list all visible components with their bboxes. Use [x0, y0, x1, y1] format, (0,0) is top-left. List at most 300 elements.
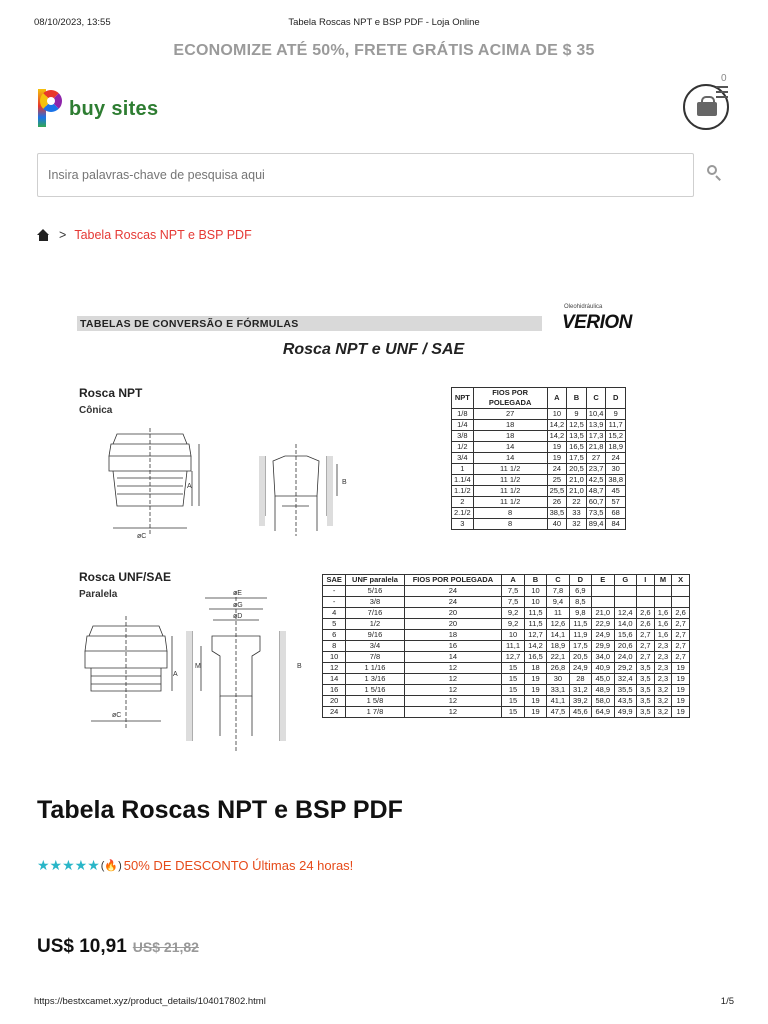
table-cell: 19	[672, 663, 690, 674]
table-cell: 19	[547, 442, 567, 453]
table-cell: 16	[404, 641, 502, 652]
table-header-cell: E	[592, 575, 614, 586]
table-cell: 14	[473, 442, 547, 453]
table-cell: 1 3/16	[346, 674, 404, 685]
table-cell: 3/4	[346, 641, 404, 652]
table-cell: 2,7	[672, 630, 690, 641]
table-cell: 3/8	[452, 431, 474, 442]
table-cell: 33	[567, 508, 587, 519]
table-cell: 11,9	[569, 630, 591, 641]
table-cell: 1,6	[654, 619, 672, 630]
npt-section-title: Rosca NPT	[79, 386, 143, 400]
table-row	[323, 707, 690, 718]
table-cell: 18	[404, 630, 502, 641]
table-cell: 20,5	[569, 652, 591, 663]
table-cell: 22,1	[547, 652, 569, 663]
table-cell: 2,3	[654, 674, 672, 685]
table-cell: 57	[606, 497, 626, 508]
table-cell: 19	[524, 674, 546, 685]
table-cell: 24	[547, 464, 567, 475]
table-cell: 30	[547, 674, 569, 685]
table-cell: 14,1	[547, 630, 569, 641]
image-brand-small: Oleohidráulica	[564, 304, 603, 310]
table-row	[323, 696, 690, 707]
table-cell: 2,3	[654, 641, 672, 652]
table-cell: 28	[569, 674, 591, 685]
table-cell: 11 1/2	[473, 497, 547, 508]
table-cell: 12	[404, 685, 502, 696]
table-row	[323, 597, 690, 608]
label-od: øD	[233, 613, 243, 620]
table-cell: 12,4	[614, 608, 636, 619]
table-cell: 40,9	[592, 663, 614, 674]
table-cell: 68	[606, 508, 626, 519]
table-row	[452, 431, 626, 442]
table-cell: 24,9	[569, 663, 591, 674]
table-cell: 30	[606, 464, 626, 475]
table-cell: 38,8	[606, 475, 626, 486]
print-url: https://bestxcamet.xyz/product_details/104017802.html	[34, 996, 266, 1007]
buy-sites-logo-icon	[38, 89, 62, 127]
table-cell: 1	[452, 464, 474, 475]
table-cell: 22,9	[592, 619, 614, 630]
search-icon[interactable]	[705, 163, 725, 183]
table-cell: 6,9	[569, 586, 591, 597]
table-cell: 5	[323, 619, 346, 630]
image-header-bar: TABELAS DE CONVERSÃO E FÓRMULAS	[77, 316, 542, 331]
table-header-cell: SAE	[323, 575, 346, 586]
table-cell: 10	[524, 597, 546, 608]
site-logo[interactable]	[38, 88, 158, 128]
label-oc-unf: øC	[112, 712, 122, 719]
table-cell: 2	[452, 497, 474, 508]
table-cell	[654, 597, 672, 608]
table-cell: 3,5	[636, 674, 654, 685]
table-cell: 21,0	[592, 608, 614, 619]
image-brand: VERION	[562, 312, 632, 333]
print-header	[0, 0, 768, 38]
table-cell	[592, 597, 614, 608]
table-cell: 42,5	[586, 475, 606, 486]
table-cell: 21,8	[586, 442, 606, 453]
label-b-unf: B	[297, 663, 302, 670]
table-cell: 49,9	[614, 707, 636, 718]
table-cell: 9	[567, 409, 587, 420]
table-cell: 24	[404, 597, 502, 608]
table-cell: 45,0	[592, 674, 614, 685]
table-cell: 2.1/2	[452, 508, 474, 519]
table-cell: 8,5	[569, 597, 591, 608]
table-header-cell: I	[636, 575, 654, 586]
npt-spec-table	[451, 387, 626, 530]
table-cell: 1 1/16	[346, 663, 404, 674]
label-b-npt: B	[342, 479, 347, 486]
table-cell: 16	[323, 685, 346, 696]
table-cell: 3,2	[654, 685, 672, 696]
table-header-cell: D	[606, 388, 626, 409]
table-header-cell: UNF paralela	[346, 575, 404, 586]
table-header-cell: FIOS POR POLEGADA	[473, 388, 547, 409]
label-a-npt: A	[187, 483, 192, 490]
table-row	[452, 508, 626, 519]
menu-lines-icon[interactable]	[716, 86, 728, 101]
table-cell	[672, 586, 690, 597]
table-row	[452, 420, 626, 431]
rating-row	[37, 857, 353, 874]
print-page-title: Tabela Roscas NPT e BSP PDF - Loja Online	[288, 17, 480, 28]
fire-icon: (🔥)	[100, 860, 122, 872]
table-cell: 15	[502, 696, 524, 707]
table-header-cell: G	[614, 575, 636, 586]
table-cell: 3,2	[654, 696, 672, 707]
table-cell: 12	[404, 674, 502, 685]
table-cell: -	[323, 586, 346, 597]
table-header-cell: C	[586, 388, 606, 409]
table-row	[323, 674, 690, 685]
table-cell: 1 5/16	[346, 685, 404, 696]
table-cell: 9/16	[346, 630, 404, 641]
table-cell: 17,3	[586, 431, 606, 442]
table-cell: 11,5	[524, 619, 546, 630]
table-cell	[614, 597, 636, 608]
table-cell: 19	[524, 685, 546, 696]
table-header-cell: D	[569, 575, 591, 586]
table-cell: 17,5	[569, 641, 591, 652]
table-cell: 48,7	[586, 486, 606, 497]
table-cell: 45	[606, 486, 626, 497]
table-row	[323, 619, 690, 630]
table-cell: 22	[567, 497, 587, 508]
table-cell: 12,7	[524, 630, 546, 641]
table-cell: 12	[404, 696, 502, 707]
table-cell: 25,5	[547, 486, 567, 497]
table-cell: 17,5	[567, 453, 587, 464]
table-cell: 14	[473, 453, 547, 464]
table-cell: 14,2	[524, 641, 546, 652]
table-cell: 31,2	[569, 685, 591, 696]
table-cell: 12,6	[547, 619, 569, 630]
table-header-cell: A	[502, 575, 524, 586]
label-m-unf: M	[195, 663, 201, 670]
price-block	[37, 936, 199, 958]
table-row	[452, 464, 626, 475]
table-cell: 26,8	[547, 663, 569, 674]
table-cell: 43,5	[614, 696, 636, 707]
print-datetime: 08/10/2023, 13:55	[34, 17, 111, 28]
table-header-cell: C	[547, 575, 569, 586]
table-cell: 7,5	[502, 586, 524, 597]
table-cell: 2,7	[636, 641, 654, 652]
table-cell: 11,5	[569, 619, 591, 630]
unf-spec-table	[322, 574, 690, 718]
table-cell: 19	[672, 685, 690, 696]
table-cell: 1,6	[654, 630, 672, 641]
table-cell: 11 1/2	[473, 486, 547, 497]
image-subtitle: Rosca NPT e UNF / SAE	[282, 341, 465, 358]
table-cell: 10	[502, 630, 524, 641]
table-cell: 1/2	[452, 442, 474, 453]
table-cell: 2,7	[672, 641, 690, 652]
table-cell: 9,4	[547, 597, 569, 608]
table-cell: 10,4	[586, 409, 606, 420]
table-cell: 18,9	[606, 442, 626, 453]
table-cell: 3/4	[452, 453, 474, 464]
table-cell: 2,7	[636, 652, 654, 663]
table-cell: 3/8	[346, 597, 404, 608]
table-cell: 26	[547, 497, 567, 508]
table-cell: 15,2	[606, 431, 626, 442]
table-cell: 4	[323, 608, 346, 619]
table-cell: 58,0	[592, 696, 614, 707]
rating-stars-icon: ★★★★★	[37, 857, 100, 873]
table-row	[323, 652, 690, 663]
table-cell: 1/4	[452, 420, 474, 431]
table-cell: 12,7	[502, 652, 524, 663]
table-cell: 12	[404, 663, 502, 674]
table-cell: 3	[452, 519, 474, 530]
table-cell: 2,7	[636, 630, 654, 641]
table-cell: 1.1/2	[452, 486, 474, 497]
table-header-cell: B	[524, 575, 546, 586]
unf-section-subtitle: Paralela	[79, 589, 118, 600]
promo-banner: ECONOMIZE ATÉ 50%, FRETE GRÁTIS ACIMA DE $ 35	[173, 42, 595, 59]
table-cell: 3,5	[636, 707, 654, 718]
table-header-row	[323, 575, 690, 586]
table-cell: 8	[473, 508, 547, 519]
table-cell: 40	[547, 519, 567, 530]
unf-section-title: Rosca UNF/SAE	[79, 570, 172, 584]
table-cell: 9,2	[502, 619, 524, 630]
table-cell: 10	[323, 652, 346, 663]
table-cell: 24	[404, 586, 502, 597]
label-a-unf: A	[173, 671, 178, 678]
table-cell: 11	[547, 608, 569, 619]
table-row	[323, 586, 690, 597]
table-cell: 47,5	[547, 707, 569, 718]
table-cell	[636, 586, 654, 597]
table-cell: 10	[524, 586, 546, 597]
table-row	[452, 453, 626, 464]
table-row	[323, 663, 690, 674]
breadcrumb-current[interactable]: Tabela Roscas NPT e BSP PDF	[74, 228, 252, 242]
table-cell: 24	[323, 707, 346, 718]
table-cell: 84	[606, 519, 626, 530]
label-og: øG	[233, 602, 243, 609]
table-cell: 7/8	[346, 652, 404, 663]
table-cell: 9	[606, 409, 626, 420]
table-cell: 45,6	[569, 707, 591, 718]
table-row	[452, 486, 626, 497]
table-cell: 20	[323, 696, 346, 707]
table-cell: 8	[473, 519, 547, 530]
table-row	[452, 519, 626, 530]
table-cell: 18,9	[547, 641, 569, 652]
table-cell: 18	[473, 420, 547, 431]
table-cell: 33,1	[547, 685, 569, 696]
table-cell: 5/16	[346, 586, 404, 597]
table-cell: 2,6	[636, 608, 654, 619]
table-cell: -	[323, 597, 346, 608]
table-cell: 25	[547, 475, 567, 486]
table-cell: 6	[323, 630, 346, 641]
table-cell: 1,6	[654, 608, 672, 619]
discount-text: 50% DE DESCONTO Últimas 24 horas!	[123, 858, 354, 873]
table-cell: 2,6	[672, 608, 690, 619]
table-cell: 16,5	[567, 442, 587, 453]
table-cell: 11,1	[502, 641, 524, 652]
logo-text: buy sites	[69, 97, 159, 120]
table-cell: 3,5	[636, 663, 654, 674]
table-cell: 12,5	[567, 420, 587, 431]
table-cell: 11 1/2	[473, 464, 547, 475]
table-header-cell: A	[547, 388, 567, 409]
table-cell: 2,3	[654, 652, 672, 663]
table-cell: 15	[502, 707, 524, 718]
product-image	[77, 296, 697, 758]
table-cell: 14,0	[614, 619, 636, 630]
table-cell: 1/2	[346, 619, 404, 630]
table-cell: 3,2	[654, 707, 672, 718]
table-cell: 19	[672, 696, 690, 707]
table-cell: 19	[524, 696, 546, 707]
price-original: US$ 21,82	[132, 939, 199, 955]
label-oc-npt: øC	[137, 533, 147, 540]
table-cell: 1 5/8	[346, 696, 404, 707]
table-cell: 14	[404, 652, 502, 663]
table-cell: 20,6	[614, 641, 636, 652]
table-cell: 19	[547, 453, 567, 464]
table-cell: 15	[502, 663, 524, 674]
table-cell: 10	[547, 409, 567, 420]
table-header-cell: X	[672, 575, 690, 586]
table-cell: 12	[323, 663, 346, 674]
table-cell: 11 1/2	[473, 475, 547, 486]
table-row	[452, 409, 626, 420]
table-cell: 27	[473, 409, 547, 420]
table-cell: 18	[473, 431, 547, 442]
home-icon[interactable]	[37, 230, 50, 241]
table-cell: 7,8	[547, 586, 569, 597]
shopping-bag-icon	[697, 102, 717, 116]
table-cell: 16,5	[524, 652, 546, 663]
table-cell: 24,0	[614, 652, 636, 663]
cart-count: 0	[721, 73, 727, 84]
table-cell: 11,7	[606, 420, 626, 431]
table-row	[323, 641, 690, 652]
search-input[interactable]	[37, 153, 694, 197]
table-cell	[654, 586, 672, 597]
table-cell: 9,2	[502, 608, 524, 619]
table-cell: 3,5	[636, 696, 654, 707]
price-current: US$ 10,91	[37, 936, 127, 957]
table-cell: 14	[323, 674, 346, 685]
table-cell: 19	[672, 674, 690, 685]
table-cell: 3,5	[636, 685, 654, 696]
table-cell: 2,7	[672, 652, 690, 663]
table-cell: 2,3	[654, 663, 672, 674]
table-cell: 73,5	[586, 508, 606, 519]
breadcrumb	[37, 228, 252, 242]
table-cell: 35,5	[614, 685, 636, 696]
table-cell: 23,7	[586, 464, 606, 475]
table-cell: 15	[502, 674, 524, 685]
table-cell: 34,0	[592, 652, 614, 663]
table-header-row	[452, 388, 626, 409]
table-cell: 29,9	[592, 641, 614, 652]
table-row	[452, 497, 626, 508]
table-cell: 27	[586, 453, 606, 464]
table-cell: 15,6	[614, 630, 636, 641]
table-cell: 29,2	[614, 663, 636, 674]
table-cell: 2,6	[636, 619, 654, 630]
table-cell: 1 7/8	[346, 707, 404, 718]
table-cell: 1.1/4	[452, 475, 474, 486]
table-cell: 19	[672, 707, 690, 718]
table-cell: 89,4	[586, 519, 606, 530]
product-title: Tabela Roscas NPT e BSP PDF	[37, 796, 403, 824]
table-cell: 24,9	[592, 630, 614, 641]
table-cell: 14,2	[547, 431, 567, 442]
label-oe: øE	[233, 590, 242, 597]
table-cell: 7/16	[346, 608, 404, 619]
table-cell: 2,7	[672, 619, 690, 630]
table-cell: 12	[404, 707, 502, 718]
table-cell: 48,9	[592, 685, 614, 696]
table-cell: 18	[524, 663, 546, 674]
table-cell: 24	[606, 453, 626, 464]
table-cell	[636, 597, 654, 608]
table-cell: 21,0	[567, 475, 587, 486]
table-cell: 11,5	[524, 608, 546, 619]
npt-section-subtitle: Cônica	[79, 405, 113, 416]
table-cell: 9,8	[569, 608, 591, 619]
table-cell: 38,5	[547, 508, 567, 519]
table-cell: 64,9	[592, 707, 614, 718]
table-cell: 14,2	[547, 420, 567, 431]
table-header-cell: NPT	[452, 388, 474, 409]
breadcrumb-separator: >	[59, 228, 67, 242]
table-cell: 32,4	[614, 674, 636, 685]
table-cell: 13,5	[567, 431, 587, 442]
table-cell: 20	[404, 619, 502, 630]
table-cell: 20	[404, 608, 502, 619]
table-cell	[614, 586, 636, 597]
table-cell: 39,2	[569, 696, 591, 707]
print-page-number: 1/5	[720, 996, 734, 1007]
table-cell: 60,7	[586, 497, 606, 508]
table-row	[323, 630, 690, 641]
table-cell: 20,5	[567, 464, 587, 475]
table-cell: 15	[502, 685, 524, 696]
table-row	[323, 608, 690, 619]
table-cell	[592, 586, 614, 597]
table-header-cell: B	[567, 388, 587, 409]
table-header-cell: FIOS POR POLEGADA	[404, 575, 502, 586]
table-cell: 7,5	[502, 597, 524, 608]
table-cell: 8	[323, 641, 346, 652]
table-cell: 41,1	[547, 696, 569, 707]
table-header-cell: M	[654, 575, 672, 586]
table-cell: 19	[524, 707, 546, 718]
table-cell: 21,0	[567, 486, 587, 497]
table-row	[323, 685, 690, 696]
table-cell: 1/8	[452, 409, 474, 420]
table-cell: 32	[567, 519, 587, 530]
table-row	[452, 442, 626, 453]
table-cell: 13,9	[586, 420, 606, 431]
table-row	[452, 475, 626, 486]
table-cell	[672, 597, 690, 608]
